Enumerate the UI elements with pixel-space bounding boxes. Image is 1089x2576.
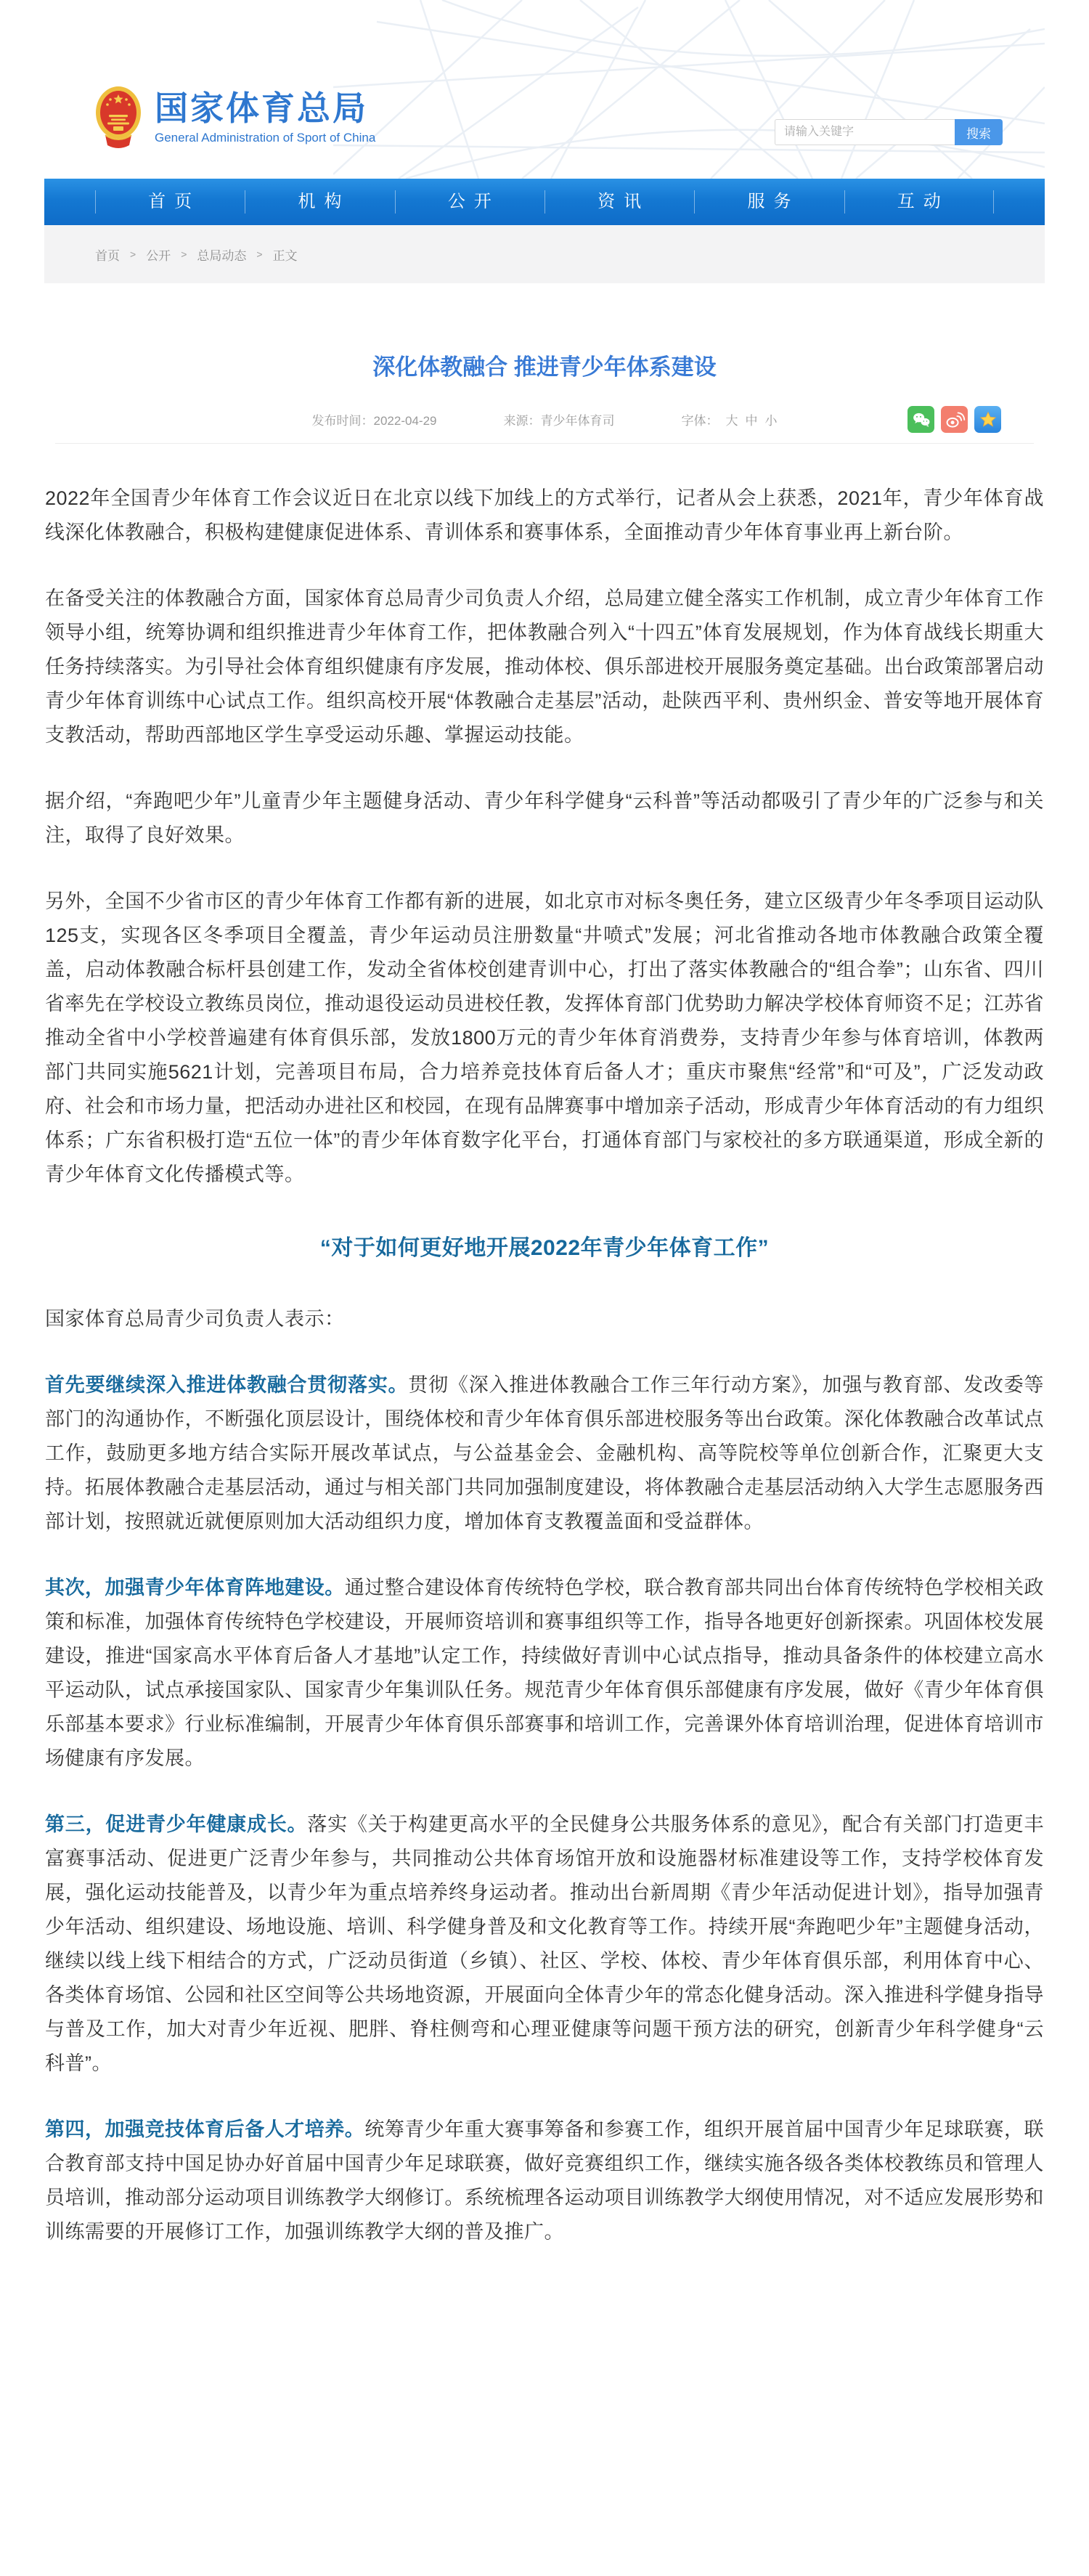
paragraph xyxy=(45,885,1044,1192)
paragraph-text: 2022年全国青少年体育工作会议近日在北京以线下加线上的方式举行，记者从会上获悉，2021年，青少年体育战线深化体教融合，积极构建健康促进体系、青训体系和赛事体系，全面推动青少年体育事业再上新台阶。 xyxy=(45,487,1044,543)
search-bar xyxy=(775,119,1003,145)
article xyxy=(44,353,1045,2347)
weibo-share-icon[interactable] xyxy=(941,406,968,433)
paragraph-lead: 首先要继续深入推进体教融合贯彻落实。 xyxy=(45,1374,409,1396)
paragraph-text: 国家体育总局青少司负责人表示： xyxy=(45,1308,345,1330)
paragraph-text: 贯彻《深入推进体教融合工作三年行动方案》，加强与教育部、发改委等部门的沟通协作，不断强化顶层设计，围绕体校和青少年体育俱乐部进校服务等出台政策。深化体教融合改革试点工作，鼓励更多地方结合实际开展改革试点，与公益基金会、金融机构、高等院校等单位创新合作，汇聚更大支持。拓展体教融合走基层活动，通过与相关部门共同加强制度建设，将体教融合走基层活动纳入大学生志愿服务西部计划，按照就近就便原则加大活动组织力度，增加体育支教覆盖面和受益群体。 xyxy=(45,1374,1045,1532)
nav-list xyxy=(95,179,994,225)
breadcrumb-bureau-news[interactable]: 总局动态 xyxy=(197,248,247,263)
font-size-small-button[interactable]: 小 xyxy=(764,413,778,428)
search-input[interactable] xyxy=(775,119,955,145)
nav-item-home[interactable]: 首页 xyxy=(95,179,245,225)
paragraph xyxy=(45,482,1044,550)
article-content xyxy=(44,444,1045,2249)
wechat-share-icon[interactable] xyxy=(908,406,934,433)
paragraph-text: 落实《关于构建更高水平的全民健身公共服务体系的意见》，配合有关部门打造更丰富赛事活动、促进更广泛青少年参与，共同推动公共体育场馆开放和设施器材标准建设等工作，支持学校体育发展，强化运动技能普及，以青少年为重点培养终身运动者。推动出台新周期《青少年活动促进计划》，指导加强青少年活动、组织建设、场地设施、培训、科学健身普及和文化教育等工作。持续开展“奔跑吧少年”主题健身活动，继续以线上线下相结合的方式，广泛动员街道（乡镇）、社区、学校、体校、青少年体育俱乐部，利用体育中心、各类体育场馆、公园和社区空间等公共场地资源，开展面向全体青少年的常态化健身活动。深入推进科学健身指导与普及工作，加大对青少年近视、肥胖、脊柱侧弯和心理亚健康等问题干预方法的研究，创新青少年科学健身“云科普”。 xyxy=(45,1813,1045,2074)
logo-link[interactable] xyxy=(95,84,375,151)
font-size-label: 字体： xyxy=(681,413,719,428)
nav-item-services[interactable]: 服务 xyxy=(694,179,844,225)
publish-date-label: 发布时间： xyxy=(311,413,374,428)
paragraph-text: 统筹青少年重大赛事筹备和参赛工作，组织开展首届中国青少年足球联赛，联合教育部支持中国足协办好首届中国青少年足球联赛，做好竞赛组织工作，继续实施各级各类体校教练员和管理人员培训，推动部分运动项目训练教学大纲修订。系统梳理各运动项目训练教学大纲使用情况，对不适应发展形势和训练需要的开展修订工作，加强训练教学大纲的普及推广。 xyxy=(45,2118,1045,2243)
article-meta xyxy=(44,405,1045,433)
site-title: 国家体育总局 xyxy=(155,89,368,127)
nav-item-organization[interactable]: 机构 xyxy=(245,179,394,225)
section-heading: “对于如何更好地开展2022年青少年体育工作” xyxy=(319,1236,770,1260)
paragraph-lead: 第三，促进青少年健康成长。 xyxy=(45,1813,308,1835)
paragraph-text: 据介绍，“奔跑吧少年”儿童青少年主题健身活动、青少年科学健身“云科普”等活动都吸引了青少年的广泛参与和关注，取得了良好效果。 xyxy=(45,790,1044,846)
paragraph-text: 另外，全国不少省市区的青少年体育工作都有新的进展，如北京市对标冬奥任务，建立区级青少年冬季项目运动队125支，实现各区冬季项目全覆盖，青少年运动员注册数量“井喷式”发展；河北省推动各地市体教融合政策全覆盖，启动体教融合标杆县创建工作，发动全省体校创建青训中心，打出了落实体教融合的“组合拳”；山东省、四川省率先在学校设立教练员岗位，推动退役运动员进校任教，发挥体育部门优势助力解决学校体育师资不足；江苏省推动全省中小学校普遍建有体育俱乐部，发放1800万元的青少年体育消费券，支持青少年参与体育培训，体教两部门共同实施5621计划，完善项目布局，合力培养竞技体育后备人才；重庆市聚焦“经常”和“可及”，广泛发动政府、社会和市场力量，把活动办进社区和校园，在现有品牌赛事中增加亲子活动，形成青少年体育活动的有力组织体系；广东省积极打造“五位一体”的青少年体育数字化平台，打通体育部门与家校社的多方联通渠道，形成全新的青少年体育文化传播模式等。 xyxy=(45,890,1044,1185)
source xyxy=(503,410,614,428)
qzone-share-icon[interactable] xyxy=(974,406,1001,433)
breadcrumb xyxy=(44,225,1045,283)
main-nav xyxy=(44,179,1045,225)
paragraph xyxy=(45,1571,1044,1776)
source-label: 来源： xyxy=(503,413,541,428)
nav-item-interaction[interactable]: 互动 xyxy=(844,179,994,225)
publish-date xyxy=(312,410,437,428)
share-buttons xyxy=(908,406,1001,433)
logo-text xyxy=(155,84,375,145)
font-size-large-button[interactable]: 大 xyxy=(725,413,738,428)
paragraph-lead: 其次，加强青少年体育阵地建设。 xyxy=(45,1577,345,1598)
site-header xyxy=(44,0,1045,179)
paragraph xyxy=(45,784,1044,853)
search-button[interactable]: 搜索 xyxy=(955,119,1003,145)
nav-item-news[interactable]: 资讯 xyxy=(544,179,694,225)
breadcrumb-current: 正文 xyxy=(272,248,298,263)
nav-item-disclosure[interactable]: 公开 xyxy=(395,179,544,225)
publish-date-value: 2022-04-29 xyxy=(373,413,437,428)
site-subtitle: General Administration of Sport of China xyxy=(155,131,376,145)
source-value: 青少年体育司 xyxy=(540,413,615,428)
national-emblem-icon xyxy=(95,84,142,151)
breadcrumb-separator: > xyxy=(256,248,263,260)
breadcrumb-separator: > xyxy=(181,248,187,260)
paragraph xyxy=(45,1302,1044,1336)
paragraph-text: 在备受关注的体教融合方面，国家体育总局青少司负责人介绍，总局建立健全落实工作机制，成立青少年体育工作领导小组，统筹协调和组织推进青少年体育工作，把体教融合列入“十四五”体育发展规划，作为体育战线长期重大任务持续落实。为引导社会体育组织健康有序发展，推动体校、俱乐部进校开展服务奠定基础。出台政策部署启动青少年体育训练中心试点工作。组织高校开展“体教融合走基层”活动，赴陕西平利、贵州织金、普安等地开展体育支教活动，帮助西部地区学生享受运动乐趣、掌握运动技能。 xyxy=(45,588,1044,746)
breadcrumb-disclosure[interactable]: 公开 xyxy=(146,248,171,263)
paragraph xyxy=(45,1368,1044,1539)
paragraph xyxy=(45,1808,1044,2081)
paragraph xyxy=(45,2113,1044,2249)
font-size-control xyxy=(681,410,777,428)
page xyxy=(44,0,1045,2347)
page-title: 深化体教融合 推进青少年体系建设 xyxy=(372,354,717,380)
breadcrumb-home[interactable]: 首页 xyxy=(95,248,120,263)
font-size-medium-button[interactable]: 中 xyxy=(745,413,758,428)
breadcrumb-separator: > xyxy=(130,248,136,260)
paragraph-text: 通过整合建设体育传统特色学校，联合教育部共同出台体育传统特色学校相关政策和标准，加强体育传统特色学校建设，开展师资培训和赛事组织等工作，指导各地更好创新探索。巩固体校发展建设，推进“国家高水平体育后备人才基地”认定工作，持续做好青训中心试点指导，推动具备条件的体校建立高水平运动队，试点承接国家队、国家青少年集训队任务。规范青少年体育俱乐部健康有序发展，做好《青少年体育俱乐部基本要求》行业标准编制，开展青少年体育俱乐部赛事和培训工作，完善课外体育培训治理，促进体育培训市场健康有序发展。 xyxy=(45,1577,1045,1769)
paragraph xyxy=(45,582,1044,752)
birdsnest-stadium-pattern xyxy=(333,0,1045,179)
paragraph-lead: 第四，加强竞技体育后备人才培养。 xyxy=(45,2118,365,2140)
